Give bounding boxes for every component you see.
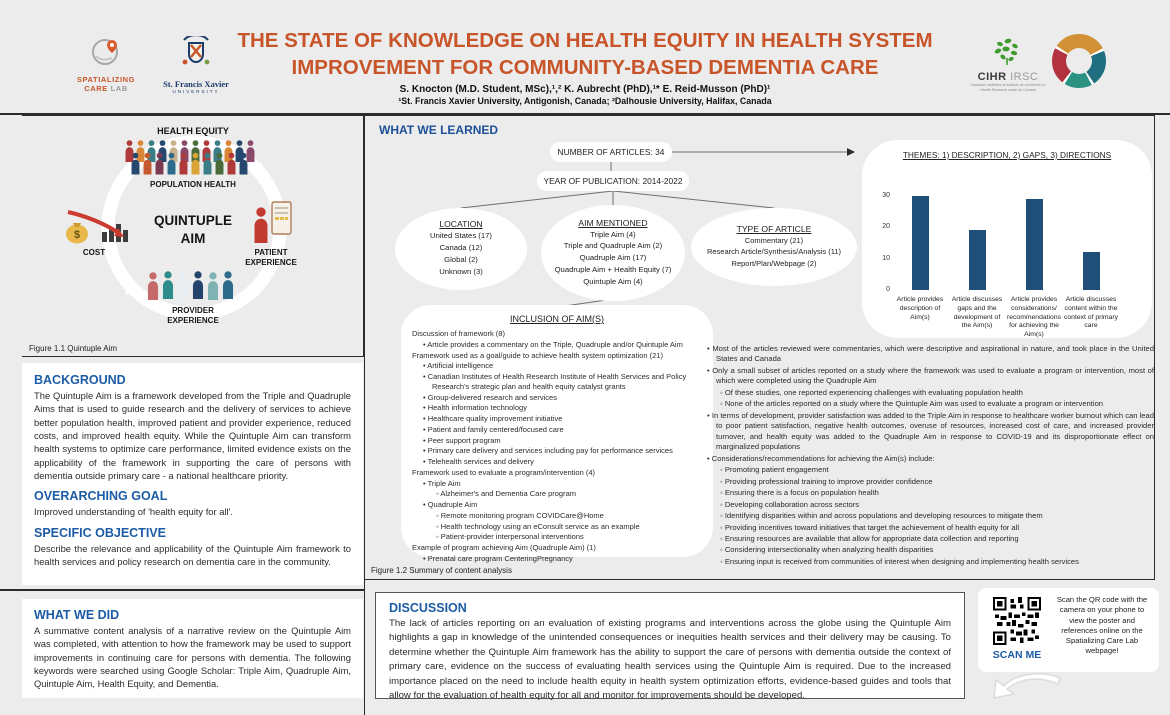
stfx-sub: UNIVERSITY (172, 89, 220, 94)
bar-category-label: Article provides considerations/​recommendations for achieving the Aim(s) (1006, 296, 1062, 339)
provider-team-illustration (144, 266, 244, 304)
bar-category-label: Article discusses gaps and the development of the Aim(s) (951, 296, 1003, 330)
node-year-of-publication: YEAR OF PUBLICATION: 2014-2022 (537, 171, 689, 191)
themes-chart-bubble (862, 140, 1152, 338)
inclusion-items (412, 329, 702, 564)
bar-3 (1083, 252, 1100, 290)
list-item: Report/Plan/Webpage (2) (731, 258, 817, 268)
node-number-of-articles: NUMBER OF ARTICLES: 34 (550, 142, 672, 162)
list-item: ◦ Patient-provider interpersonal interventions (436, 532, 702, 542)
bar-1 (969, 230, 986, 290)
bar-category-label: Article provides description of Aim(s) (896, 296, 944, 321)
overarching-goal-heading: OVERARCHING GOAL (34, 489, 168, 504)
list-item: Global (2) (444, 255, 478, 264)
svg-text:$: $ (73, 229, 81, 241)
list-item: ◦ Ensuring input is received from communities of interest when designing and implementing health services (720, 557, 1154, 567)
node-aim-mentioned (541, 205, 685, 301)
authors-line: S. Knocton (M.D. Student, MSc),¹,² K. Aubrecht (PhD),¹* E. Reid-Musson (PhD)¹ (399, 84, 771, 96)
cihr-leaf-icon (986, 38, 1030, 66)
list-item: Quintuple Aim (4) (583, 276, 643, 286)
list-item: • Considerations/recommendations for achieving the Aim(s) include: (707, 454, 1154, 464)
findings-bullet-list (707, 344, 1154, 568)
list-item: ◦ None of the articles reported on a study where the Quintuple Aim was used to evaluate a program or intervention (720, 399, 1154, 409)
label-patient-experience: PATIENT EXPERIENCE (245, 248, 297, 267)
list-item: • Primary care delivery and services including pay for performance services (423, 446, 702, 456)
list-item: ◦ Promoting patient engagement (720, 465, 1154, 475)
list-item: • Artificial intelligence (423, 361, 702, 371)
bar-2 (1026, 199, 1043, 290)
list-item: ◦ Of these studies, one reported experiencing challenges with evaluating population health (720, 388, 1154, 398)
list-item: ◦ Alzheimer's and Dementia Care program (436, 489, 702, 499)
list-item: ◦ Providing incentives toward initiatives that target the achievement of health equity for all (720, 523, 1154, 533)
specific-objective-body: Describe the relevance and applicability of the Quintuple Aim framework to health services and policy research on dementia care in the community. (34, 542, 351, 568)
overarching-goal-body: Improved understanding of 'health equity for all'. (34, 506, 234, 518)
y-tick: 0 (886, 286, 890, 293)
list-item: • Healthcare quality improvement initiative (423, 414, 702, 424)
list-item: Framework used as a goal/guide to achieve health system optimization (21) (412, 350, 663, 360)
list-item: Commentary (21) (744, 235, 804, 245)
figure-1-1-caption: Figure 1.1 Quintuple Aim (29, 344, 118, 353)
bar-0 (912, 196, 929, 290)
spatializing-care-lab-logo (70, 36, 142, 93)
care-lab-name-line2: CARE LAB (84, 84, 128, 93)
list-item: • Peer support program (423, 436, 702, 446)
list-item: Framework used to evaluate a program/intervention (4) (412, 467, 596, 477)
what-we-learned-panel (364, 115, 1155, 580)
figure-1-2-caption: Figure 1.2 Summary of content analysis (371, 566, 512, 575)
list-item: Quadruple Aim (17) (579, 253, 647, 263)
list-item: ◦ Considering intersectionality when analyzing health disparities (720, 545, 1154, 555)
list-item: • Most of the articles reviewed were commentaries, which were descriptive and aspirational in nature, and took place in the United States and Canada (707, 344, 1154, 365)
qr-code (993, 597, 1041, 645)
list-item: Canada (12) (439, 243, 483, 253)
title-block (235, 28, 935, 106)
y-tick: 30 (882, 192, 890, 199)
what-we-did-body: A summative content analysis of a narrative review on the Quintuple Aim was completed, with attention to how the framework may be used to support improvements in continuing care for persons with dementia. The following keywords were searched using Google Scholar: Triple Aim, Quadruple Aim, Quintuple Aim, Health Equity, and Dementia. (34, 625, 351, 690)
what-we-did-heading: WHAT WE DID (34, 608, 120, 622)
aim-mentioned-items (555, 230, 672, 289)
list-item: ◦ Ensuring there is a focus on population health (720, 488, 1154, 498)
cihr-irsc-wordmark: CIHR IRSC (977, 71, 1039, 83)
figure-1-1-panel (22, 115, 364, 357)
poster-title: THE STATE OF KNOWLEDGE ON HEALTH EQUITY IN HEALTH SYSTEM IMPROVEMENT FOR COMMUNITY-BASED DEMENTIA CARE (237, 29, 933, 79)
stfx-logo (150, 36, 242, 94)
list-item: • Health information technology (423, 403, 702, 413)
scan-me-label: SCAN ME (992, 649, 1042, 661)
list-item: • In terms of development, provider satisfaction was added to the Triple Aim in response to healthcare worker burnout which can lead to poor patient satisfaction, negative health outcomes, overuse of resources, increased cost of care, and increased provider turnover, and health equity was added to the Quadruple Aim in response to COVID-19 and its disproportionate effect on marginalized populations (707, 411, 1154, 453)
node-type-of-article (691, 208, 857, 286)
label-provider-experience: PROVIDER EXPERIENCE (167, 306, 219, 325)
qr-panel (978, 588, 1159, 672)
specific-objective-heading: SPECIFIC OBJECTIVE (34, 525, 166, 540)
list-item: United States (17) (430, 231, 492, 241)
label-cost: COST (82, 248, 106, 257)
list-item: Quadruple Aim + Health Equity (7) (554, 264, 672, 274)
background-body: The Quintuple Aim is a framework developed from the Triple and Quadruple Aims that is used to guide research and the delivery of services to achieve better population health, improved patient and provider experience, reduced costs, and improved health equity. While the Quintuple Aim can transform health systems to optimize care performance, limited evidence exists on the applicability of the framework in supporting the care of persons with dementia outside primary care - a national healthcare priority. (34, 390, 351, 482)
list-item: ◦ Identifying disparities within and across populations and developing resources to mitigate them (720, 511, 1154, 521)
list-item: • Canadian Institutes of Health Research Institute of Health Services and Policy Research's strategic plan and health equity catalyst grants (423, 372, 702, 392)
y-tick: 10 (882, 254, 890, 262)
list-item: • Prenatal care program CenteringPregnancy (423, 554, 702, 564)
chart-title: THEMES: 1) DESCRIPTION, 2) GAPS, 3) DIRECTIONS (902, 150, 1112, 160)
list-item: • Only a small subset of articles reported on a study where the framework was used to evaluate a program or intervention, most of which were completed using the Quadruple Aim (707, 366, 1154, 387)
background-heading: BACKGROUND (34, 373, 126, 387)
list-item: • Article provides a commentary on the Triple, Quadruple and/or Quintuple Aim (423, 340, 702, 350)
stfx-crest-icon (179, 36, 213, 72)
list-item: • Quadruple Aim (423, 500, 702, 510)
care-lab-name-line1: SPATIALIZING (76, 75, 136, 84)
list-item: ◦ Developing collaboration across sectors (720, 500, 1154, 510)
node-inclusion-of-aims (401, 305, 713, 563)
cihr-logo (968, 38, 1048, 92)
partner-ring-logo-icon (1052, 34, 1106, 88)
type-of-article-items (707, 236, 841, 271)
curved-arrow-icon (990, 668, 1068, 710)
cost-money-illustration (62, 206, 132, 246)
list-item: Research Article/Synthesis/Analysis (11) (706, 247, 842, 257)
list-item: • Telehealth services and delivery (423, 457, 702, 467)
affiliations-line: ¹St. Francis Xavier University, Antigonish, Canada; ²Dalhousie University, Halifax, Canada (398, 96, 772, 107)
location-title: LOCATION (439, 219, 483, 230)
label-population-health: POPULATION HEALTH (150, 180, 236, 189)
list-item: Example of program achieving Aim (Quadruple Aim) (1) (412, 543, 596, 552)
list-item: Discussion of framework (8) (412, 329, 505, 338)
bar-category-label: Article discusses content within the context of primary care (1063, 296, 1119, 330)
stfx-name: St. Francis Xavier (163, 79, 229, 89)
list-item: ◦ Ensuring resources are available that allow for appropriate data collection and reporting (720, 534, 1154, 544)
left-column-divider (0, 589, 364, 591)
what-we-learned-heading: WHAT WE LEARNED (379, 123, 499, 137)
cihr-subtext: Canadian Institutes of Instituts de recherche en Health Research santé du Canada (970, 83, 1046, 92)
discussion-section (375, 592, 965, 699)
list-item: • Triple Aim (423, 479, 702, 489)
y-tick: 20 (882, 223, 890, 231)
label-quintuple-aim: QUINTUPLE AIM (153, 213, 232, 247)
discussion-body: The lack of articles reporting on an evaluation of existing programs and interventions across the globe using the Quintuple Aim highlights a gap in knowledge of the unintended consequences or inequities health services and their delivery may be causing. To determine whether the Quintuple Aim framework has the ability to support the care of persons with dementia outside the context of primary care, evidence on the success of evaluating health services using the Quintuple Aim is required. Due to the increased importance placed on the need to include health equity in health system optimization efforts, evidence-based guides and tools that allow for the evaluation of health equity for all and monitor for improvements should be developed. (389, 618, 951, 701)
node-location (395, 208, 527, 290)
list-item: ◦ Providing professional training to improve provider confidence (720, 477, 1154, 487)
label-health-equity: HEALTH EQUITY (157, 126, 229, 136)
list-item: Triple Aim (4) (590, 229, 636, 239)
list-item: • Group-delivered research and services (423, 393, 702, 403)
list-item: Triple and Quadruple Aim (2) (563, 241, 663, 251)
qr-instruction: Scan the QR code with the camera on your phone to view the poster and references online on the Spatializing Care Lab webpage! (1056, 595, 1148, 656)
patient-experience-illustration (250, 200, 294, 246)
list-item: Unknown (3) (439, 266, 483, 276)
list-item: ◦ Health technology using an eConsult service as an example (436, 522, 702, 532)
aim-mentioned-title: AIM MENTIONED (578, 217, 648, 228)
discussion-heading: DISCUSSION (389, 601, 467, 615)
inclusion-title: INCLUSION OF AIM(S) (509, 314, 604, 324)
care-lab-head-icon (86, 36, 126, 68)
list-item: ◦ Remote monitoring program COVIDCare@Home (436, 511, 702, 521)
location-items (430, 231, 492, 278)
poster-header (0, 0, 1170, 113)
population-crowd-illustration (122, 140, 267, 176)
type-of-article-title: TYPE OF ARTICLE (736, 223, 812, 234)
list-item: • Patient and family centered/focused care (423, 425, 702, 435)
what-we-did-section (22, 599, 363, 698)
background-section (22, 363, 363, 585)
